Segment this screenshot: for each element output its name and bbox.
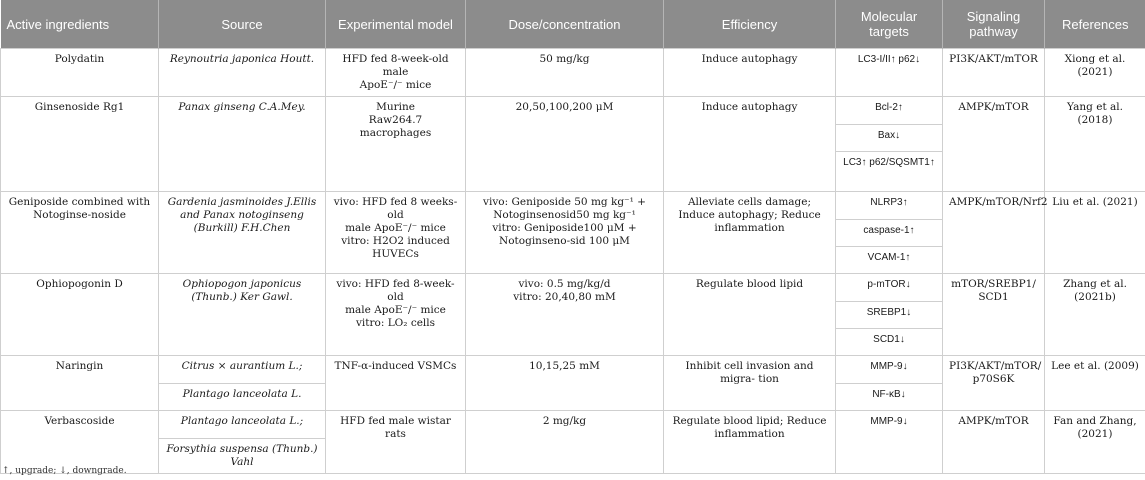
header-references: References <box>1045 0 1145 49</box>
pathway-cell: mTOR/SREBP1/ SCD1 <box>943 274 1045 356</box>
dose-cell: 20,50,100,200 μM <box>466 97 664 192</box>
header-signaling-pathway: Signaling pathway <box>943 0 1045 49</box>
target-cell: Bcl-2↑ <box>836 97 943 125</box>
ingredient-cell: Polydatin <box>1 49 159 97</box>
target-cell: LC3-I/II↑ p62↓ <box>836 49 943 97</box>
target-cell: LC3↑ p62/SQSMT1↑ <box>836 152 943 192</box>
pathway-cell: PI3K/AKT/mTOR/ p70S6K <box>943 356 1045 411</box>
reference-cell: Xiong et al. (2021) <box>1045 49 1145 97</box>
reference-cell: Lee et al. (2009) <box>1045 356 1145 411</box>
table-row <box>1 192 1145 220</box>
model-cell: vivo: HFD fed 8-week-old male ApoE⁻/⁻ mice vitro: LO₂ cells <box>326 274 466 356</box>
source-cell: Forsythia suspensa (Thunb.) Vahl <box>159 439 326 474</box>
table-row <box>1 97 1145 125</box>
dose-cell: 10,15,25 mM <box>466 356 664 411</box>
target-cell: Bax↓ <box>836 125 943 152</box>
source-cell: Gardenia jasminoides J.Ellis and Panax notoginseng (Burkill) F.H.Chen <box>159 192 326 274</box>
pathway-cell: PI3K/AKT/mTOR <box>943 49 1045 97</box>
table-footnote: ↑, upgrade; ↓, downgrade. <box>2 466 127 476</box>
reference-cell: Zhang et al. (2021b) <box>1045 274 1145 356</box>
header-source: Source <box>159 0 326 49</box>
ingredient-cell: Verbascoside <box>1 411 159 474</box>
model-cell: Murine Raw264.7 macrophages <box>326 97 466 192</box>
efficiency-cell: Induce autophagy <box>664 97 836 192</box>
target-cell: VCAM-1↑ <box>836 247 943 274</box>
efficiency-cell: Regulate blood lipid; Reduce inflammation <box>664 411 836 474</box>
header-molecular-targets: Molecular targets <box>836 0 943 49</box>
table-row <box>1 356 1145 384</box>
model-cell: vivo: HFD fed 8 weeks-old male ApoE⁻/⁻ mice vitro: H2O2 induced HUVECs <box>326 192 466 274</box>
target-cell: NLRP3↑ <box>836 192 943 220</box>
source-cell: Citrus × aurantium L.; <box>159 356 326 384</box>
pathway-cell: AMPK/mTOR/Nrf2 <box>943 192 1045 274</box>
efficiency-cell: Alleviate cells damage; Induce autophagy; Reduce inflammation <box>664 192 836 274</box>
ingredient-cell: Naringin <box>1 356 159 411</box>
target-cell: SREBP1↓ <box>836 302 943 329</box>
source-cell: Ophiopogon japonicus (Thunb.) Ker Gawl. <box>159 274 326 356</box>
source-cell: Reynoutria japonica Houtt. <box>159 49 326 97</box>
header-row <box>1 0 1145 49</box>
model-cell: HFD fed 8-week-old male ApoE⁻/⁻ mice <box>326 49 466 97</box>
target-cell: MMP-9↓ <box>836 356 943 384</box>
model-cell: TNF-α-induced VSMCs <box>326 356 466 411</box>
pathway-cell: AMPK/mTOR <box>943 97 1045 192</box>
ingredient-cell: Geniposide combined with Notoginse-noside <box>1 192 159 274</box>
dose-cell: 2 mg/kg <box>466 411 664 474</box>
dose-cell: vivo: 0.5 mg/kg/d vitro: 20,40,80 mM <box>466 274 664 356</box>
target-cell: NF-κB↓ <box>836 384 943 411</box>
source-cell: Plantago lanceolata L. <box>159 384 326 411</box>
model-cell: HFD fed male wistar rats <box>326 411 466 474</box>
reference-cell: Fan and Zhang, (2021) <box>1045 411 1145 474</box>
header-efficiency: Efficiency <box>664 0 836 49</box>
dose-cell: vivo: Geniposide 50 mg kg⁻¹ + Notoginsenosid50 mg kg⁻¹ vitro: Geniposide100 μM + Notoginseno-sid 100 μM <box>466 192 664 274</box>
table-row <box>1 274 1145 302</box>
header-dose: Dose/concentration <box>466 0 664 49</box>
reference-cell: Yang et al. (2018) <box>1045 97 1145 192</box>
table-row <box>1 49 1145 97</box>
pathway-cell: AMPK/mTOR <box>943 411 1045 474</box>
dose-cell: 50 mg/kg <box>466 49 664 97</box>
target-cell: caspase-1↑ <box>836 220 943 247</box>
target-cell: p-mTOR↓ <box>836 274 943 302</box>
source-cell: Panax ginseng C.A.Mey. <box>159 97 326 192</box>
header-experimental-model: Experimental model <box>326 0 466 49</box>
source-cell: Plantago lanceolata L.; <box>159 411 326 439</box>
target-cell: SCD1↓ <box>836 329 943 356</box>
ingredient-cell: Ginsenoside Rg1 <box>1 97 159 192</box>
reference-cell: Liu et al. (2021) <box>1045 192 1145 274</box>
efficiency-cell: Inhibit cell invasion and migra- tion <box>664 356 836 411</box>
table-row <box>1 411 1145 439</box>
ingredient-cell: Ophiopogonin D <box>1 274 159 356</box>
efficiency-cell: Regulate blood lipid <box>664 274 836 356</box>
target-cell: MMP-9↓ <box>836 411 943 474</box>
efficiency-cell: Induce autophagy <box>664 49 836 97</box>
header-active-ingredients: Active ingredients <box>1 0 159 49</box>
